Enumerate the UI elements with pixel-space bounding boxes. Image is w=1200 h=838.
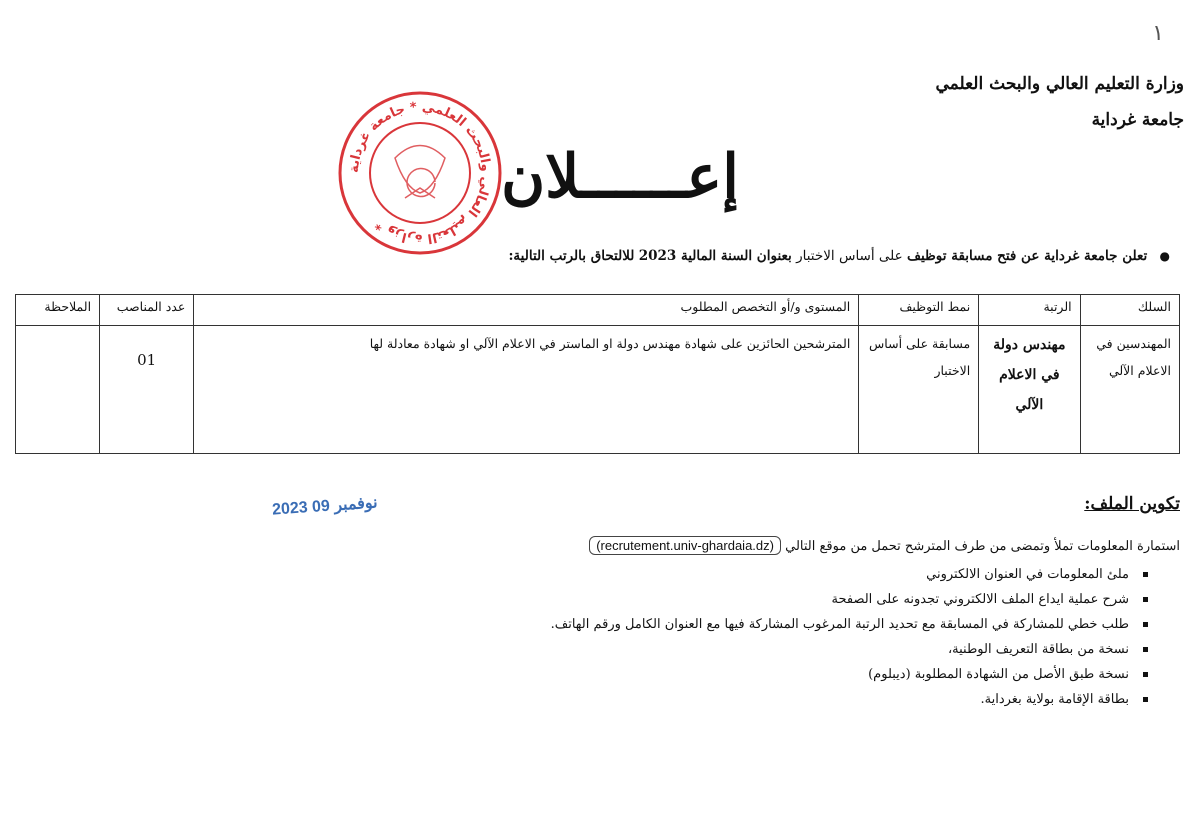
dossier-intro bbox=[589, 536, 1180, 555]
intro-text-1: تعلن جامعة غرداية عن فتح مسابقة توظيف bbox=[906, 248, 1148, 264]
header-level: المستوى و/أو التخصص المطلوب bbox=[194, 295, 859, 326]
required-documents-list bbox=[448, 562, 1148, 712]
cell-level: المترشحين الحائزين على شهادة مهندس دولة او الماستر في الاعلام الآلي او شهادة معادلة لها bbox=[194, 326, 859, 454]
intro-text-3: بعنوان السنة المالية 2023 bbox=[638, 248, 792, 264]
date-stamp: 2023 نوفمبر 09 bbox=[271, 494, 379, 519]
announcement-title: إعــــــلان bbox=[501, 142, 739, 212]
list-item-text: نسخة من بطاقة التعريف الوطنية، bbox=[947, 641, 1129, 657]
table-header-row bbox=[16, 295, 1180, 326]
recruitment-site-link[interactable]: (recrutement.univ-ghardaia.dz) bbox=[589, 536, 781, 555]
cell-mode: مسابقة على أساس الاختبار bbox=[859, 326, 979, 454]
intro-paragraph bbox=[270, 248, 1170, 264]
list-item-text: طلب خطي للمشاركة في المسابقة مع تحديد الرتبة المرغوب المشاركة فيها مع العنوان الكامل ورقم الهاتف. bbox=[550, 616, 1129, 632]
cell-count: 01 bbox=[100, 326, 194, 454]
square-bullet-icon bbox=[1143, 597, 1148, 602]
list-item bbox=[448, 687, 1148, 712]
list-item bbox=[448, 587, 1148, 612]
list-item-text: ملئ المعلومات في العنوان الالكتروني bbox=[926, 566, 1129, 582]
header-count: عدد المناصب bbox=[100, 295, 194, 326]
cell-corps: المهندسين في الاعلام الآلي bbox=[1080, 326, 1179, 454]
cell-note bbox=[16, 326, 100, 454]
university-name: جامعة غرداية bbox=[1091, 110, 1184, 130]
square-bullet-icon bbox=[1143, 622, 1148, 627]
dossier-title: تكوين الملف: bbox=[1084, 494, 1180, 514]
square-bullet-icon bbox=[1143, 672, 1148, 677]
cell-rank: مهندس دولة في الاعلام الآلي bbox=[979, 326, 1080, 454]
table-row bbox=[16, 326, 1180, 454]
dossier-intro-text: استمارة المعلومات تملأ وتمضى من طرف المترشح تحمل من موقع التالي bbox=[785, 539, 1180, 554]
ministry-name: وزارة التعليم العالي والبحث العلمي bbox=[935, 74, 1184, 94]
bullet-icon: ● bbox=[1159, 249, 1170, 263]
header-rank: الرتبة bbox=[979, 295, 1080, 326]
list-item-text: نسخة طبق الأصل من الشهادة المطلوبة (ديبلوم) bbox=[868, 666, 1129, 682]
list-item bbox=[448, 662, 1148, 687]
intro-text-4: للالتحاق بالرتب التالية: bbox=[508, 248, 635, 264]
page-corner-mark: ١ bbox=[1152, 20, 1164, 45]
list-item bbox=[448, 612, 1148, 637]
list-item-text: شرح عملية ايداع الملف الالكتروني تجدونه على الصفحة bbox=[831, 591, 1129, 607]
list-item-text: بطاقة الإقامة بولاية بغرداية. bbox=[980, 691, 1129, 707]
header-mode: نمط التوظيف bbox=[859, 295, 979, 326]
positions-table bbox=[15, 294, 1180, 454]
header-note: الملاحظة bbox=[16, 295, 100, 326]
intro-text-2: على أساس الاختبار bbox=[796, 248, 903, 264]
square-bullet-icon bbox=[1143, 572, 1148, 577]
header-corps: السلك bbox=[1080, 295, 1179, 326]
list-item bbox=[448, 562, 1148, 587]
list-item bbox=[448, 637, 1148, 662]
square-bullet-icon bbox=[1143, 697, 1148, 702]
square-bullet-icon bbox=[1143, 647, 1148, 652]
stamp-text: وزارة التعليم العالي والبحث العلمي * جامعة غرداية * bbox=[346, 99, 494, 247]
